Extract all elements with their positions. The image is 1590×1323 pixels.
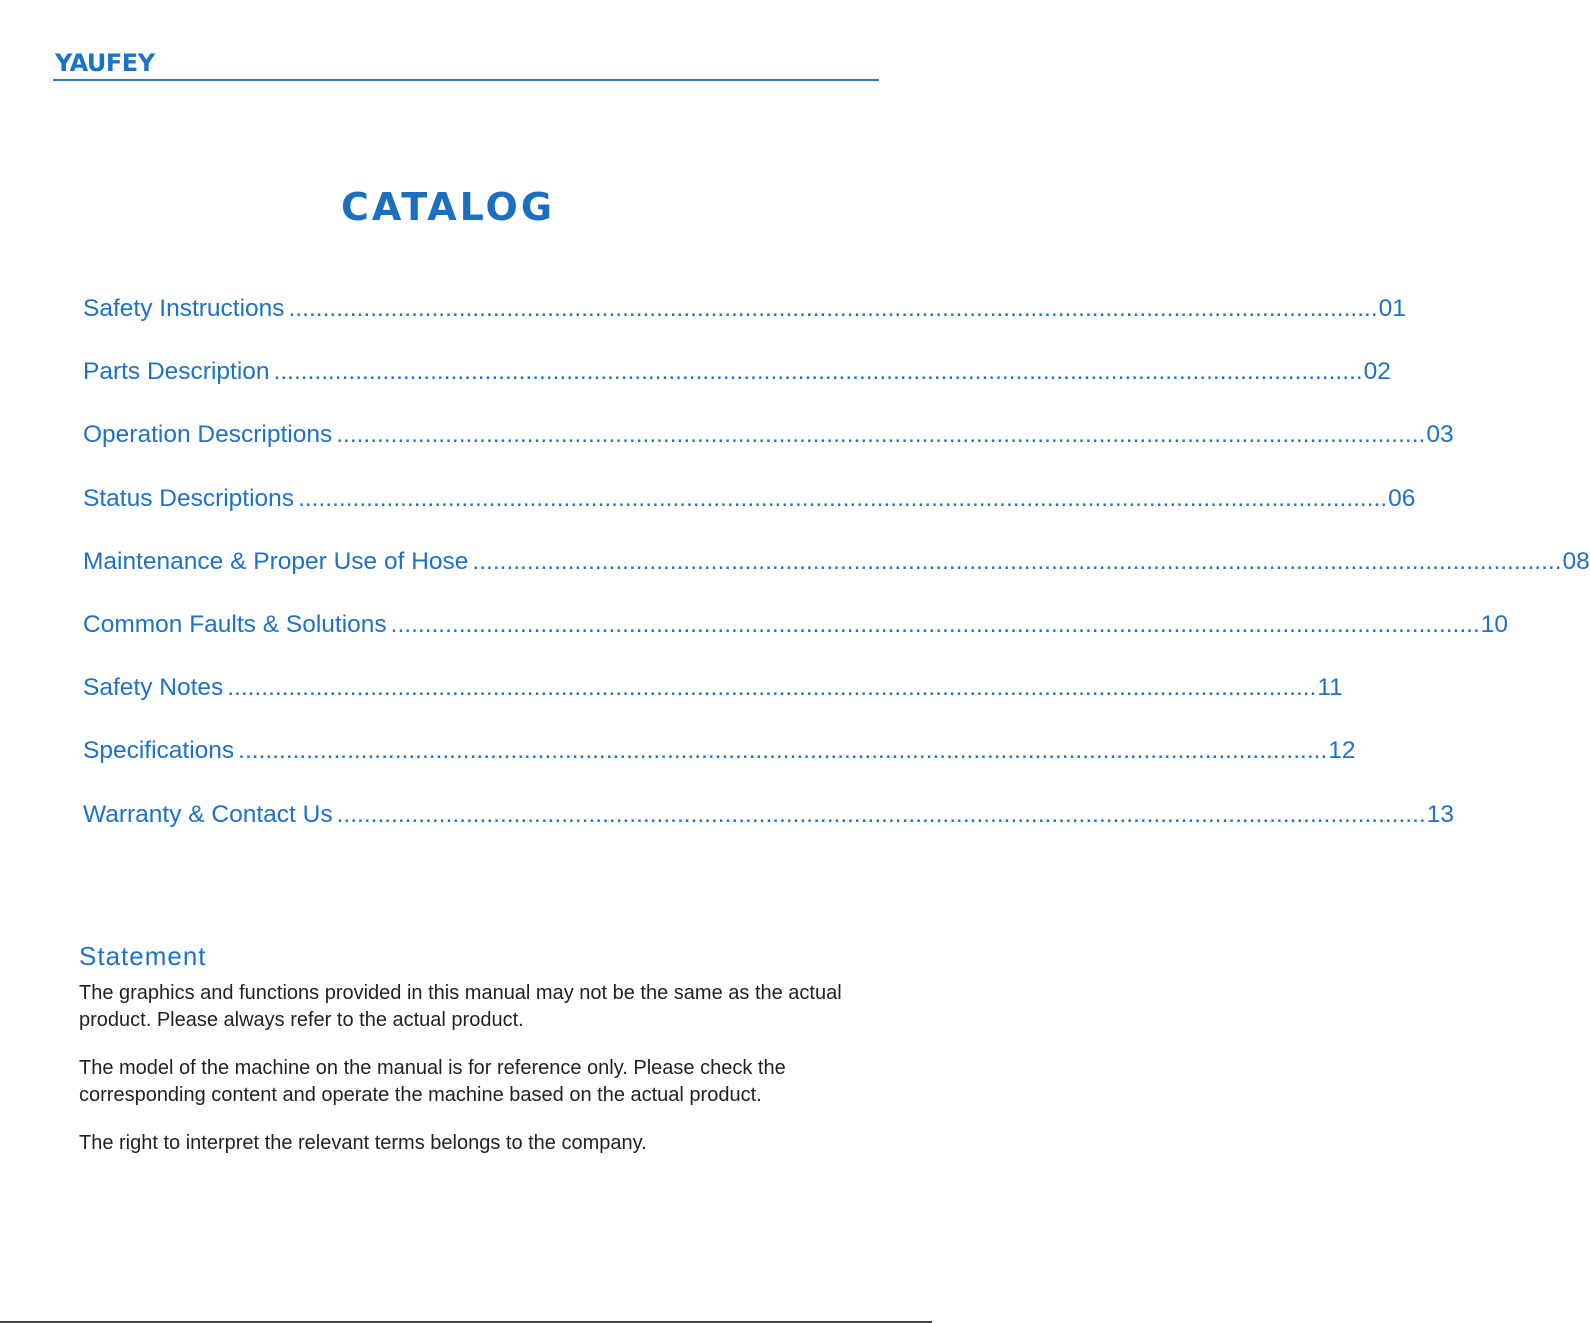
toc-entry-title: Maintenance & Proper Use of Hose bbox=[83, 547, 469, 575]
toc-dot-leader: ................................................................................................................................................................ bbox=[288, 295, 1378, 322]
toc-entry[interactable] bbox=[83, 606, 1509, 669]
toc-entry-page: 06 bbox=[1388, 484, 1416, 512]
toc-entry-page: 02 bbox=[1363, 358, 1391, 386]
toc-entry-title: Safety Notes bbox=[83, 674, 224, 702]
toc-entry-page: 11 bbox=[1317, 674, 1343, 702]
toc-entry-title: Parts Description bbox=[83, 358, 270, 386]
toc-entry-title: Status Descriptions bbox=[83, 484, 295, 512]
toc-entry-title: Common Faults & Solutions bbox=[83, 610, 387, 638]
toc-entry[interactable] bbox=[83, 290, 1406, 353]
table-of-contents bbox=[83, 290, 1590, 859]
toc-dot-leader: ................................................................................................................................................................ bbox=[336, 421, 1426, 449]
toc-dot-leader: ................................................................................................................................................................ bbox=[227, 674, 1317, 702]
toc-entry-page: 12 bbox=[1328, 737, 1356, 765]
toc-entry-page: 10 bbox=[1480, 610, 1509, 638]
toc-entry-title: Safety Instructions bbox=[83, 295, 285, 322]
toc-dot-leader: ................................................................................................................................................................ bbox=[336, 800, 1426, 828]
toc-entry[interactable] bbox=[83, 669, 1343, 732]
toc-dot-leader: ................................................................................................................................................................ bbox=[273, 358, 1363, 386]
brand-logo: YAUFEY bbox=[55, 49, 155, 77]
toc-entry[interactable] bbox=[83, 796, 1454, 859]
statement-heading: Statement bbox=[79, 941, 207, 971]
toc-dot-leader: ................................................................................................................................................................ bbox=[298, 484, 1388, 512]
statement-section bbox=[79, 938, 859, 1179]
statement-paragraph: The model of the machine on the manual is for reference only. Please check the corresponding content and operate the machine based on the actual product. bbox=[79, 1057, 786, 1106]
toc-entry-page: 08 bbox=[1562, 547, 1590, 575]
statement-paragraph: The right to interpret the relevant terms belongs to the company. bbox=[79, 1132, 647, 1154]
toc-entry-title: Warranty & Contact Us bbox=[83, 800, 333, 828]
toc-entry[interactable] bbox=[83, 732, 1356, 795]
toc-entry[interactable] bbox=[83, 353, 1391, 416]
page-title: CATALOG bbox=[340, 185, 556, 229]
toc-entry-title: Operation Descriptions bbox=[83, 421, 333, 449]
toc-entry-page: 01 bbox=[1378, 295, 1406, 322]
toc-entry-title: Specifications bbox=[83, 737, 235, 765]
header-divider bbox=[53, 79, 879, 81]
toc-entry-page: 03 bbox=[1426, 421, 1454, 449]
toc-entry[interactable] bbox=[83, 480, 1416, 543]
toc-entry[interactable] bbox=[83, 543, 1590, 606]
toc-dot-leader: ................................................................................................................................................................ bbox=[472, 547, 1562, 575]
toc-entry[interactable] bbox=[83, 416, 1454, 479]
statement-paragraph: The graphics and functions provided in this manual may not be the same as the actual product. Please always refer to the actual product. bbox=[79, 982, 842, 1031]
toc-dot-leader: ................................................................................................................................................................ bbox=[390, 610, 1480, 638]
page-header bbox=[53, 48, 879, 82]
toc-dot-leader: ................................................................................................................................................................ bbox=[238, 737, 1328, 765]
toc-entry-page: 13 bbox=[1426, 800, 1454, 828]
